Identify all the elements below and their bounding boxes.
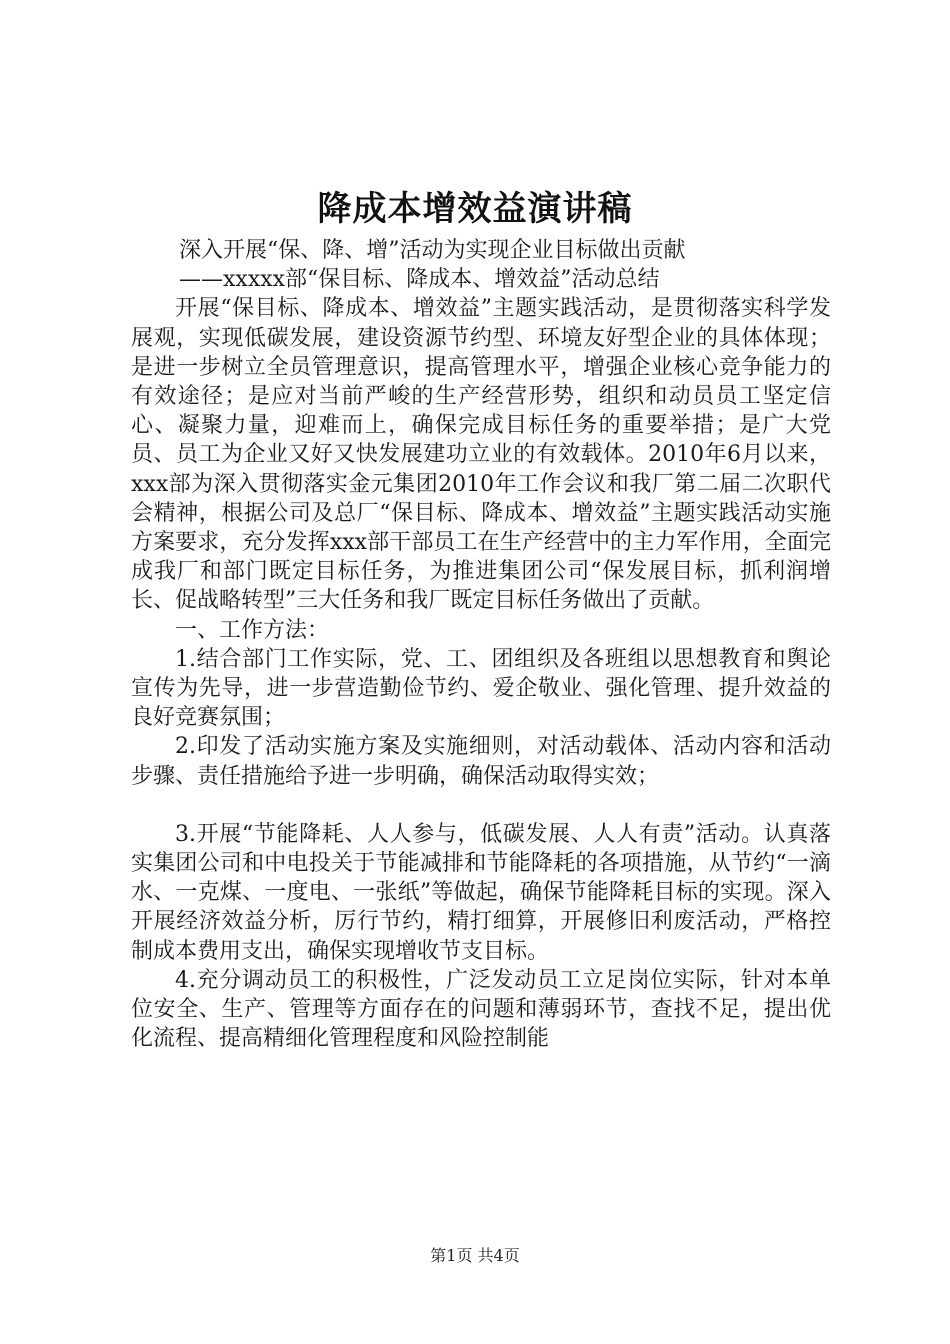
- blank-line: [131, 791, 831, 820]
- subtitle-line-2: ——xxxxx部“保目标、降成本、增效益”活动总结: [179, 267, 660, 293]
- paragraph-item-1: 1.结合部门工作实际，党、工、团组织及各班组以思想教育和舆论宣传为先导，进一步营造勤俭节约、爱企敬业、强化管理、提升效益的良好竞赛氛围；: [131, 646, 831, 731]
- paragraph-item-2: 2.印发了活动实施方案及实施细则，对活动载体、活动内容和活动步骤、责任措施给予进一步明确，确保活动取得实效；: [131, 734, 831, 789]
- paragraph-intro: 开展“保目标、降成本、增效益”主题实践活动，是贯彻落实科学发展观，实现低碳发展，建设资源节约型、环境友好型企业的具体体现；是进一步树立全员管理意识，提高管理水平，增强企业核心竞争能力的有效途径；是应对当前严峻的生产经营形势，组织和动员员工坚定信心、凝聚力量，迎难而上，确保完成目标任务的重要举措；是广大党员、员工为企业又好又快发展建功立业的有效载体。2010年6月以来，xxx部为深入贯彻落实金元集团2010年工作会议和我厂第二届二次职代会精神，根据公司及总厂“保目标、降成本、增效益”主题实践活动实施方案要求，充分发挥xxx部干部员工在生产经营中的主力军作用，全面完成我厂和部门既定目标任务，为推进集团公司“保发展目标，抓利润增长、促战略转型”三大任务和我厂既定目标任务做出了贡献。: [131, 296, 831, 614]
- paragraph-item-3: 3.开展“节能降耗、人人参与，低碳发展、人人有责”活动。认真落实集团公司和中电投关于节能减排和节能降耗的各项措施，从节约“一滴水、一克煤、一度电、一张纸”等做起，确保节能降耗目标的实现。深入开展经济效益分析，厉行节约，精打细算，开展修旧利废活动，严格控制成本费用支出，确保实现增收节支目标。: [131, 821, 831, 964]
- paragraph-item-4: 4.充分调动员工的积极性，广泛发动员工立足岗位实际，针对本单位安全、生产、管理等方面存在的问题和薄弱环节，查找不足，提出优化流程、提高精细化管理程度和风险控制能: [131, 967, 831, 1052]
- page-footer: 第1页 共4页: [430, 1246, 520, 1265]
- document-title: 降成本增效益演讲稿: [317, 189, 633, 229]
- subtitle-line-1: 深入开展“保、降、增”活动为实现企业目标做出贡献: [179, 238, 686, 263]
- document-body: [131, 236, 831, 1053]
- section-heading-work-methods: 一、工作方法：: [175, 617, 330, 643]
